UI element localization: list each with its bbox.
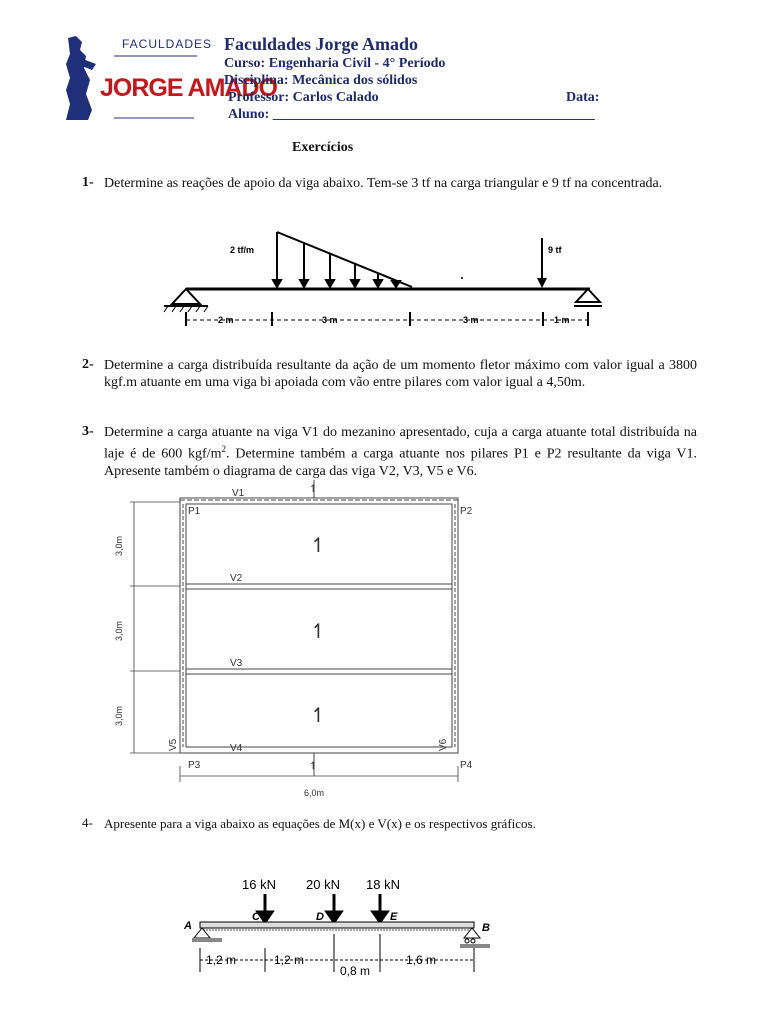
point-label: D <box>316 911 324 923</box>
superscript: 2 <box>221 444 226 454</box>
figure-1-beam <box>150 226 610 338</box>
width-dim: 6,0m <box>304 788 325 798</box>
question-2-number: 2- <box>82 357 94 372</box>
question-3-text-part2: . Determine também a carga atuante nos pilares P1 e P2 resultante da viga V1. Apresente também o diagrama de carga das viga V2, V3, V5 e V6. <box>104 446 697 479</box>
span-arrow: ↿ <box>310 535 327 557</box>
dist-load-label: 2 tf/m <box>230 245 255 255</box>
institution-logo <box>62 34 277 122</box>
question-4-text: Apresente para a viga abaixo as equações de M(x) e V(x) e os respectivos gráficos. <box>104 816 536 831</box>
pillar-label: P3 <box>188 760 201 771</box>
figure-2-mezzanine-plan <box>104 476 494 802</box>
dim-label: 1 m <box>554 315 570 325</box>
pillar-label: P2 <box>460 506 473 517</box>
section-arrow-top: ↿ <box>309 484 318 495</box>
dim-label: 1,2 m <box>206 953 237 967</box>
section-arrow-bottom: ↿ <box>309 761 318 772</box>
question-3-text <box>104 424 697 480</box>
professor-line: Professor: Carlos Calado <box>228 90 379 105</box>
date-label: Data: <box>566 90 600 105</box>
beam-label: V2 <box>230 573 243 584</box>
beam-label: V3 <box>230 658 243 669</box>
point-label: C <box>252 911 260 923</box>
beam-label: V1 <box>232 488 245 499</box>
dim-label: 3 m <box>322 315 338 325</box>
section-title: Exercícios <box>292 140 354 155</box>
dim-label: 2 m <box>218 315 234 325</box>
span-arrow: ↿ <box>310 621 327 643</box>
student-line: Aluno: ______________________________________________ <box>228 107 595 122</box>
dim-label: 0,8 m <box>340 964 371 978</box>
point-label: B <box>482 922 490 934</box>
point-load-label: 9 tf <box>548 245 562 255</box>
logo-graphic <box>62 34 277 122</box>
height-dim: 3,0m <box>114 705 124 726</box>
load-label: 18 kN <box>366 877 400 892</box>
figure-3-beam <box>170 872 530 984</box>
question-1-text: Determine as reações de apoio da viga abaixo. Tem-se 3 tf na carga triangular e 9 tf na concentrada. <box>104 176 663 191</box>
question-1-number: 1- <box>82 175 94 190</box>
dim-label: 3 m <box>463 315 479 325</box>
logo-main-text: JORGE AMADO <box>100 74 277 102</box>
point-label: E <box>390 911 398 923</box>
dim-label: 1,6 m <box>406 953 437 967</box>
load-label: 16 kN <box>242 877 276 892</box>
point-label: A <box>184 920 192 932</box>
question-2-text: Determine a carga distribuída resultante da ação de um momento fletor máximo com valor igual a 3800 kgf.m atuante em uma viga bi apoiada com vão entre pilares com valor igual a 4,50m. <box>104 358 697 390</box>
subject-line: Disciplina: Mecânica dos sólidos <box>224 73 418 88</box>
institution-name: Faculdades Jorge Amado <box>224 34 419 54</box>
height-dim: 3,0m <box>114 535 124 556</box>
beam-label: V5 <box>168 738 179 751</box>
pillar-label: P1 <box>188 506 201 517</box>
beam-label: V6 <box>438 738 449 751</box>
pillar-label: P4 <box>460 760 473 771</box>
question-4-number: 4- <box>82 815 93 830</box>
dim-label: 1,2 m <box>274 953 305 967</box>
height-dim: 3,0m <box>114 620 124 641</box>
logo-top-text: FACULDADES <box>122 37 213 51</box>
beam-label: V4 <box>230 743 243 754</box>
course-line: Curso: Engenharia Civil - 4° Período <box>224 56 446 71</box>
span-arrow: ↿ <box>310 705 327 727</box>
question-3-text-part1: Determine a carga atuante na viga V1 do mezanino apresentado, cuja a carga atuante total distribuída na laje é de 600 kgf/m <box>104 425 697 462</box>
load-label: 20 kN <box>306 877 340 892</box>
question-3-number: 3- <box>82 424 94 439</box>
